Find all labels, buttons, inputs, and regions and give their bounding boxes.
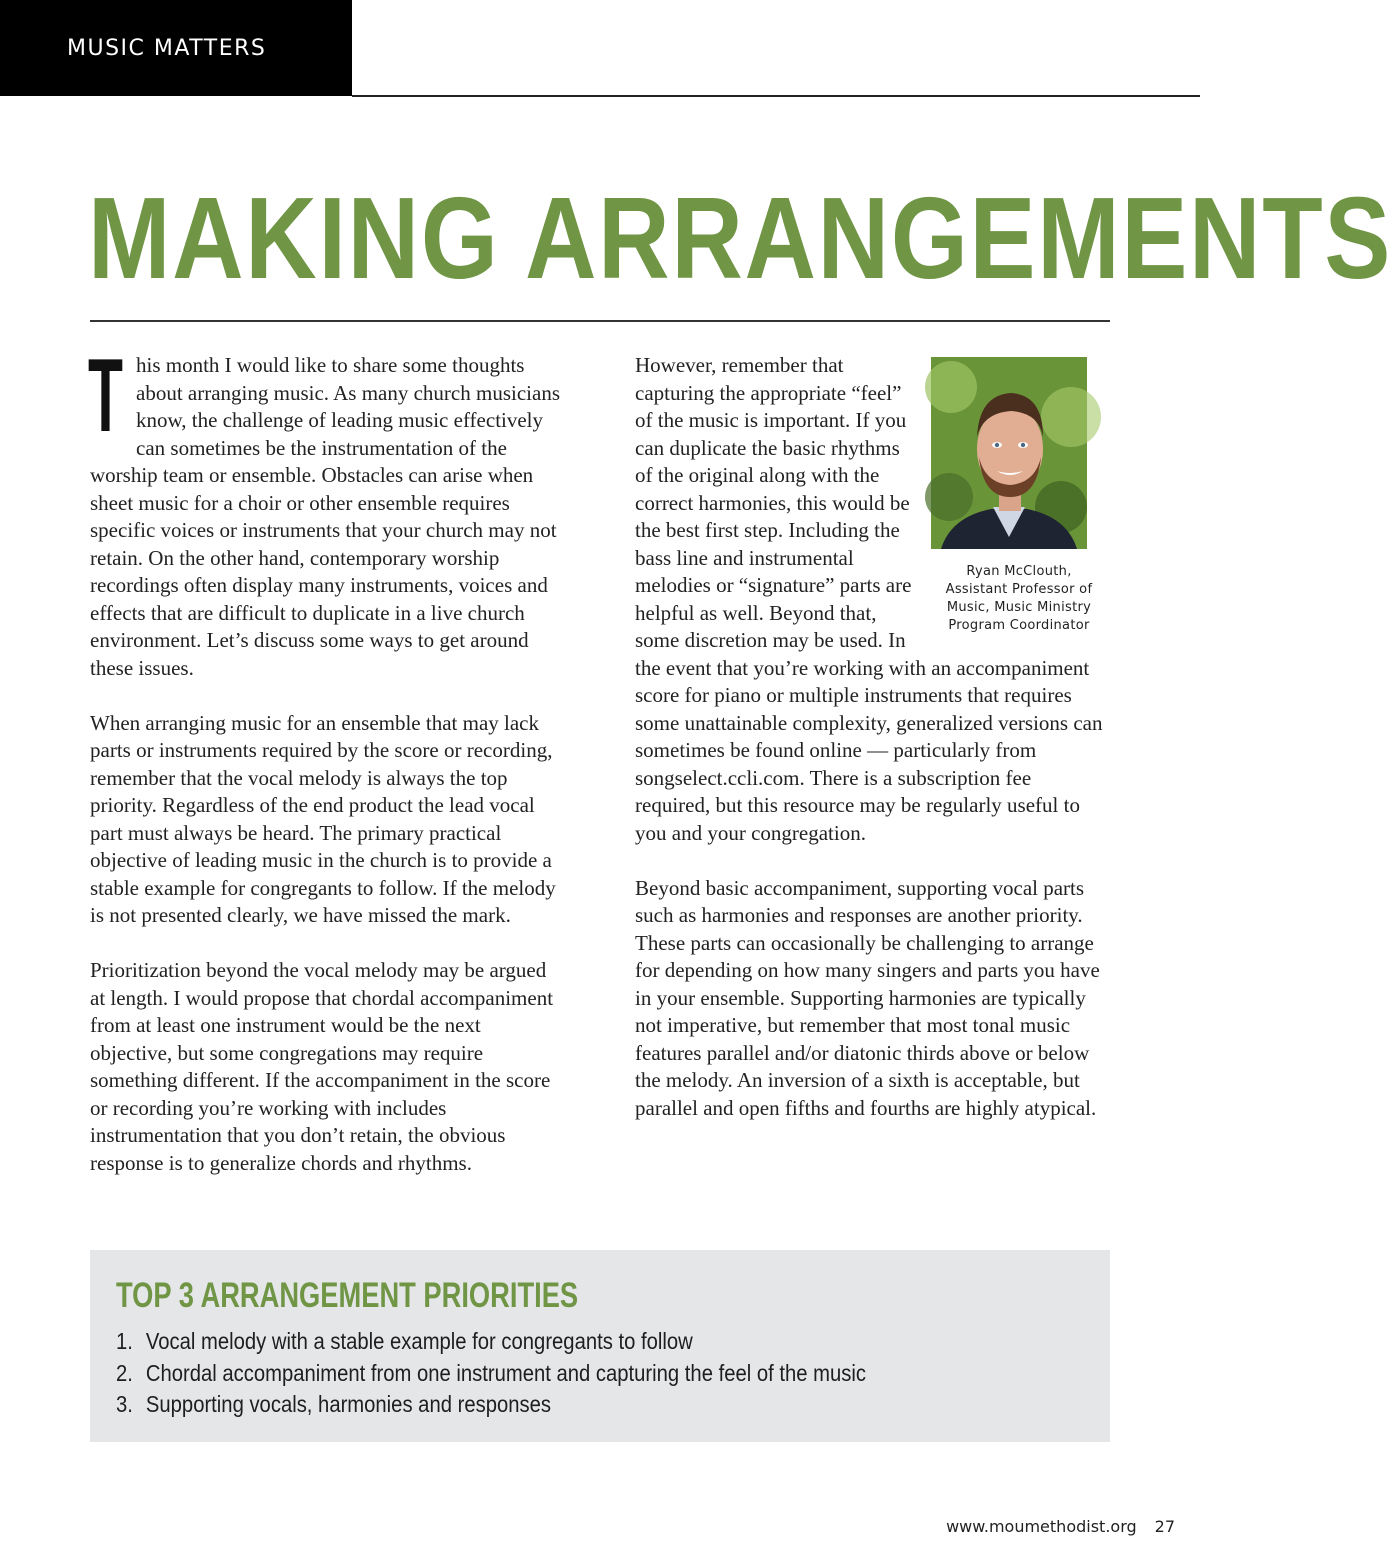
priorities-title: TOP 3 ARRANGEMENT PRIORITIES xyxy=(116,1276,579,1315)
author-photo xyxy=(931,357,1087,549)
author-role-line: Assistant Professor of xyxy=(945,582,1093,597)
article-paragraph: Beyond basic accompaniment, supporting vocal parts such as harmonies and responses are another priority. These parts can occasionally be challenging to arrange for depending on how many singers and parts you have in your ensemble. Supporting harmonies are typically not imperative, but remember that most tonal music features parallel and/or diatonic thirds above or below the melody. An inversion of a sixth is acceptable, but parallel and open fifths and fourths are highly atypical. xyxy=(635,875,1100,1120)
page-number: 27 xyxy=(1154,1517,1175,1536)
list-number: 3. xyxy=(116,1391,133,1417)
priorities-list xyxy=(116,1326,866,1421)
article-column-right xyxy=(635,352,1110,1150)
website-link[interactable]: www.moumethodist.org xyxy=(946,1517,1137,1536)
title-divider xyxy=(90,320,1110,322)
paragraph-text: his month I would like to share some thoughts about arranging music. As many church musicians know, the challenge of leading music effectively can sometimes be the instrumentation of the worship team or ensemble. Obstacles can arise when sheet music for a choir or other ensemble requires specific voices or instruments that your church may not retain. On the other hand, contemporary worship recordings often display many instruments, voices and effects that are difficult to duplicate in a live church environment. Let’s discuss some ways to get around these issues. xyxy=(90,353,560,680)
article-column-left xyxy=(88,338,562,1205)
page-title: MAKING ARRANGEMENTS xyxy=(88,173,1392,303)
article-paragraph: When arranging music for an ensemble that may lack parts or instruments required by the score or recording, remember that the vocal melody is always the top priority. Regardless of the end product the lead vocal part must always be heard. The primary practical objective of leading music in the church is to provide a stable example for congregants to follow. If the melody is not presented clearly, we have missed the mark. xyxy=(90,710,556,927)
list-text: Chordal accompaniment from one instrument and capturing the feel of the music xyxy=(145,1359,866,1386)
section-label: MUSIC MATTERS xyxy=(0,0,352,96)
drop-cap: T xyxy=(88,338,123,454)
author-name: Ryan McClouth, xyxy=(966,564,1072,579)
list-item xyxy=(116,1326,866,1358)
header-rule xyxy=(352,95,1200,97)
author-role-line: Music, Music Ministry xyxy=(946,600,1092,615)
list-text: Supporting vocals, harmonies and responses xyxy=(145,1391,551,1417)
list-number: 1. xyxy=(116,1328,133,1354)
list-item xyxy=(116,1389,866,1421)
author-role-line: Program Coordinator xyxy=(948,618,1090,633)
list-text: Vocal melody with a stable example for congregants to follow xyxy=(145,1328,693,1354)
author-photo-block xyxy=(928,357,1110,635)
priorities-box xyxy=(90,1250,1110,1442)
list-number: 2. xyxy=(116,1359,133,1386)
article-paragraph: However, remember that capturing the appropriate “feel” of the music is important. If you can duplicate the basic rhythms of the original along with the correct harmonies, this would be the best first step. Including the bass line and instrumental melodies or “signature” parts are helpful as well. Beyond that, some discretion may be used. In the event that you’re working with an accompaniment score for piano or multiple instruments that requires some unattainable complexity, generalized versions can sometimes be found online — particularly from songselect.ccli.com. There is a subscription fee required, but this resource may be regularly useful to you and your congregation. xyxy=(635,353,1103,845)
list-item xyxy=(116,1358,866,1390)
photo-caption xyxy=(928,563,1110,635)
article-paragraph xyxy=(88,338,562,682)
portrait-illustration xyxy=(931,357,1087,549)
page-footer xyxy=(946,1517,1175,1536)
article-paragraph: Prioritization beyond the vocal melody may be argued at length. I would propose that chordal accompaniment from at least one instrument would be the next objective, but some congregations may require something different. If the accompaniment in the score or recording you’re working with includes instrumentation that you don’t retain, the obvious response is to generalize chords and rhythms. xyxy=(90,958,554,1175)
